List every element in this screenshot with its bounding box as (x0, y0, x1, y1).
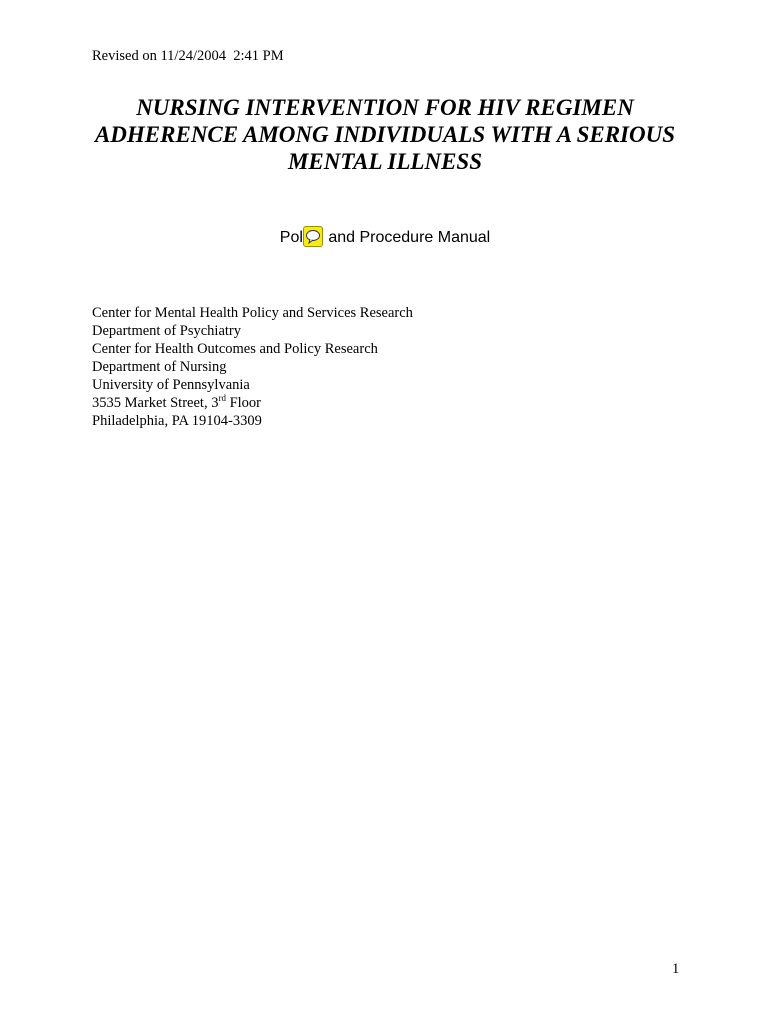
street-ordinal: rd (218, 393, 226, 403)
title-line-3: MENTAL ILLNESS (287, 149, 483, 174)
address-line: Center for Mental Health Policy and Services Research (92, 305, 413, 321)
address-line: Department of Psychiatry (92, 323, 241, 339)
subtitle-end: and Procedure Manual (323, 229, 491, 246)
address-street (92, 394, 413, 412)
street-prefix: 3535 Market Street, 3 (92, 395, 219, 411)
address-line: University of Pennsylvania (92, 377, 250, 393)
document-title (60, 94, 710, 175)
comment-icon[interactable] (303, 226, 323, 247)
page-number: 1 (672, 961, 680, 977)
subtitle-start: Pol (279, 229, 303, 246)
address-block (92, 304, 413, 430)
street-suffix: Floor (225, 395, 261, 411)
address-city: Philadelphia, PA 19104-3309 (92, 413, 262, 429)
address-line: Center for Health Outcomes and Policy Research (92, 341, 378, 357)
title-line-1: NURSING INTERVENTION FOR HIV REGIMEN (136, 95, 634, 120)
address-line: Department of Nursing (92, 359, 227, 375)
revision-date: Revised on 11/24/2004 2:41 PM (92, 48, 284, 64)
title-line-2: ADHERENCE AMONG INDIVIDUALS WITH A SERIOUS (94, 122, 676, 147)
document-subtitle (0, 226, 770, 248)
